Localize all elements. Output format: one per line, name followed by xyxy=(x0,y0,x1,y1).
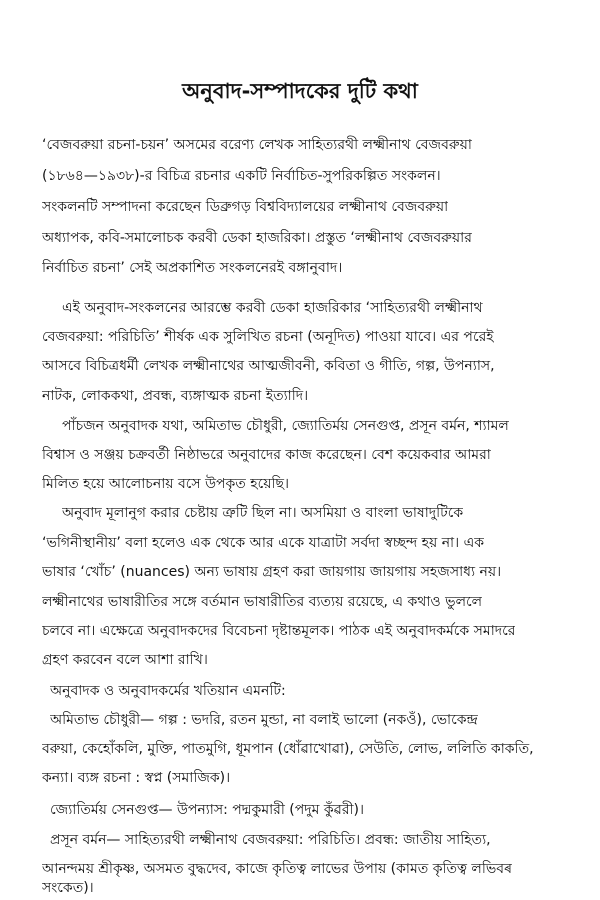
text-line: ভাষার ‘খোঁচ’ (nuances) অন্য ভাষায় গ্রহণ করা জায়গায় জায়গায় সহজসাধ্য নয়। xyxy=(42,564,502,580)
text-line: পাঁচজন অনুবাদক যথা, অমিতাভ চৌধুরী, জ্যোতির্ময় সেনগুপ্ত, প্রসূন বর্মন, শ্যামল xyxy=(62,418,509,434)
text-line: নাটক, লোককথা, প্রবন্ধ, ব্যঙ্গাত্মক রচনা ইত্যাদি। xyxy=(42,388,309,404)
page-title: অনুবাদ-সম্পাদকের দুটি কথা xyxy=(182,79,418,104)
text-line: আনন্দময় শ্রীকৃষ্ণ, অসমত বুদ্ধদেব, কাজে কৃতিত্ব লাভের উপায় (কামত কৃতিত্ব লভিবৰ xyxy=(42,861,512,877)
text-line: বেজবরুয়া: পরিচিতি’ শীর্ষক এক সুলিখিত রচনা (অনূদিত) পাওয়া যাবে। এর পরেই xyxy=(42,329,494,345)
text-line: ‘ভগিনীস্থানীয়’ বলা হলেও এক থেকে আর একে যাত্রাটা সর্বদা স্বচ্ছন্দ হয় না। এক xyxy=(42,535,485,551)
text-line: লক্ষ্মীনাথের ভাষারীতির সঙ্গে বর্তমান ভাষারীতির ব্যত্যয় রয়েছে, এ কথাও ভুললে xyxy=(42,594,483,610)
text-line: অমিতাভ চৌধুরী— গল্প : ভদরি, রতন মুন্ডা, না বলাই ভালো (নকওঁ), ভোকেন্দ্র xyxy=(50,712,478,728)
text-line: অনুবাদক ও অনুবাদকর্মের খতিয়ান এমনটি: xyxy=(50,683,286,699)
text-line: সংকেত)। xyxy=(42,880,94,896)
text-line: মিলিত হয়ে আলোচনায় বসে উপকৃত হয়েছি। xyxy=(42,476,289,492)
text-line: কন্যা। ব্যঙ্গ রচনা : স্বপ্ন (সমাজিক)। xyxy=(42,770,231,786)
text-line: অনুবাদ মূলানুগ করার চেষ্টায় ত্রুটি ছিল না। অসমিয়া ও বাংলা ভাষাদুটিকে xyxy=(62,505,464,521)
text-line: ‘বেজবরুয়া রচনা-চয়ন’ অসমের বরেণ্য লেখক সাহিত্যরথী লক্ষ্মীনাথ বেজবরুয়া xyxy=(42,137,472,153)
text-line: চলবে না। এক্ষেত্রে অনুবাদকদের বিবেচনা দৃষ্টান্তমূলক। পাঠক এই অনুবাদকর্মকে সমাদরে xyxy=(42,623,516,639)
text-line: জ্যোতির্ময় সেনগুপ্ত— উপন্যাস: পদ্মকুমারী (পদুম কুঁৱরী)। xyxy=(50,802,365,818)
text-line: আসবে বিচিত্রধর্মী লেখক লক্ষ্মীনাথের আত্মজীবনী, কবিতা ও গীতি, গল্প, উপন্যাস, xyxy=(42,358,495,374)
text-line: সংকলনটি সম্পাদনা করেছেন ডিব্রুগড় বিশ্ববিদ্যালয়ের লক্ষ্মীনাথ বেজবরুয়া xyxy=(42,199,449,215)
text-line: বিশ্বাস ও সঞ্জয় চক্রবর্তী নিষ্ঠাভরে অনুবাদের কাজ করেছেন। বেশ কয়েকবার আমরা xyxy=(42,447,491,463)
text-line: অধ্যাপক, কবি-সমালোচক করবী ডেকা হাজরিকা। প্রস্তুত ‘লক্ষ্মীনাথ বেজবরুয়ার xyxy=(42,230,472,246)
text-line: নির্বাচিত রচনা’ সেই অপ্রকাশিত সংকলনেরই বঙ্গানুবাদ। xyxy=(42,260,343,276)
text-line: গ্রহণ করবেন বলে আশা রাখি। xyxy=(42,652,208,668)
text-line: এই অনুবাদ-সংকলনের আরম্ভে করবী ডেকা হাজরিকার ‘সাহিত্যরথী লক্ষ্মীনাথ xyxy=(62,300,483,316)
text-line: (১৮৬৪—১৯৩৮)-র বিচিত্র রচনার একটি নির্বাচিত-সুপরিকল্পিত সংকলন। xyxy=(42,168,441,184)
text-line: বরুয়া, কেহোঁকলি, মুক্তি, পাতমুগি, ধূমপান (ধোঁৱাখোৱা), সেউতি, লোভ, ললিতি কাকতি, xyxy=(42,741,534,757)
text-line: প্রসূন বর্মন— সাহিত্যরথী লক্ষ্মীনাথ বেজবরুয়া: পরিচিতি। প্রবন্ধ: জাতীয় সাহিত্য, xyxy=(50,832,491,848)
